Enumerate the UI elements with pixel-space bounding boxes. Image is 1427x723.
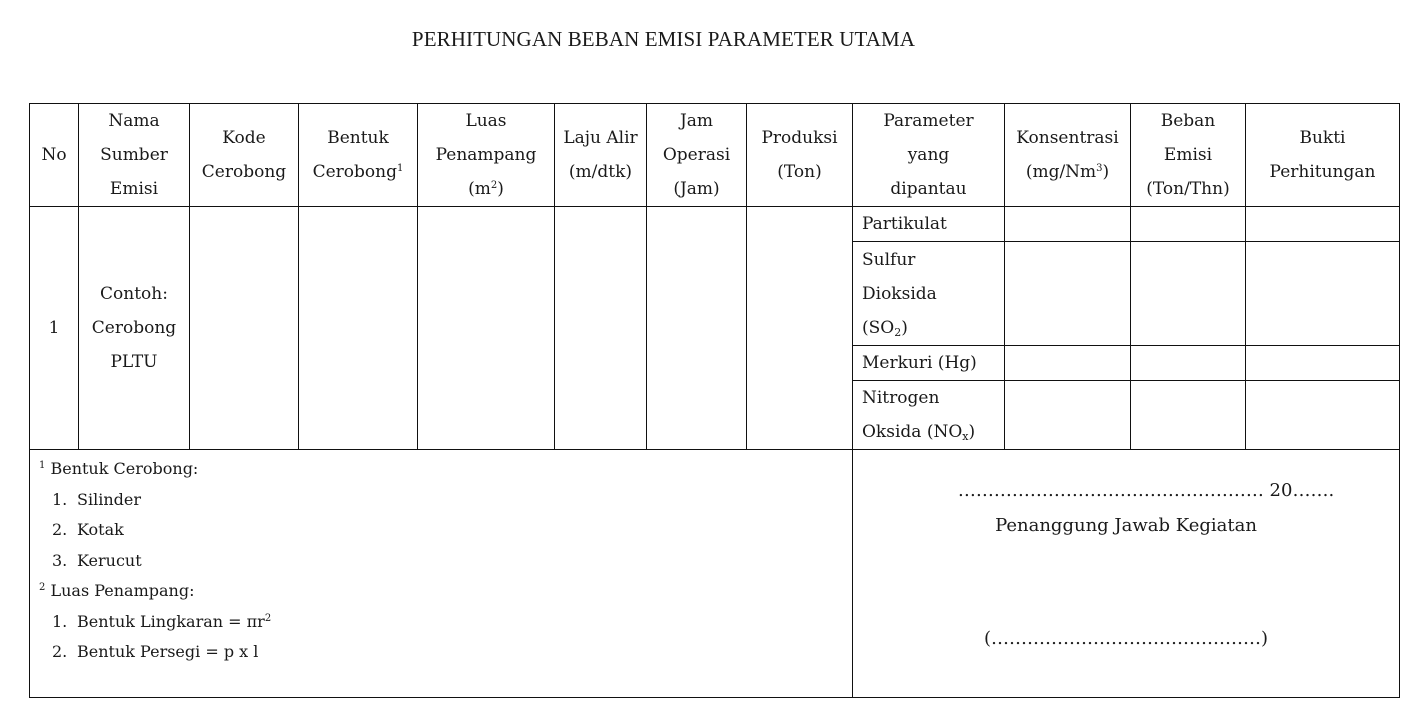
cell-bentuk-cerobong[interactable]	[299, 207, 418, 450]
cell-bukti[interactable]	[1246, 207, 1400, 242]
header-kode-cerobong: Kode Cerobong	[190, 104, 299, 207]
header-bentuk-cerobong: Bentuk Cerobong$^1$	[299, 104, 418, 207]
cell-konsentrasi[interactable]	[1005, 381, 1131, 450]
header-beban-emisi: Beban Emisi (Ton/Thn)	[1131, 104, 1246, 207]
cell-parameter-hg: Merkuri (Hg)	[853, 346, 1005, 381]
cell-beban-emisi[interactable]	[1131, 381, 1246, 450]
footnote-ref: 1	[397, 163, 404, 174]
header-nama-sumber-emisi: Nama Sumber Emisi	[79, 104, 190, 207]
header-konsentrasi: Konsentrasi (mg/Nm$^3$)	[1005, 104, 1131, 207]
header-luas-penampang: Luas Penampang $(m^2)$	[418, 104, 555, 207]
footnote-1-title: $^1$ Bentuk Cerobong:	[39, 459, 199, 478]
footnote-2-title: $^2$ Luas Penampang:	[39, 581, 195, 600]
cell-luas-penampang[interactable]	[418, 207, 555, 450]
signature-block	[853, 450, 1400, 698]
signature-role: Penanggung Jawab Kegiatan	[995, 515, 1257, 536]
cell-bukti[interactable]	[1246, 242, 1400, 346]
signature-date-line[interactable]: …………………………………………… 20…….	[957, 480, 1335, 501]
page-title: PERHITUNGAN BEBAN EMISI PARAMETER UTAMA	[411, 27, 916, 51]
cell-beban-emisi[interactable]	[1131, 207, 1246, 242]
cell-konsentrasi[interactable]	[1005, 346, 1131, 381]
header-laju-alir: Laju Alir (m/dtk)	[555, 104, 647, 207]
header-no: No	[30, 104, 79, 207]
signature-name-line[interactable]: (………………………………………)	[983, 628, 1269, 649]
cell-bukti[interactable]	[1246, 346, 1400, 381]
footnote-item: 2. Bentuk Persegi = p x l	[52, 642, 259, 661]
footnotes	[30, 450, 853, 698]
header-bukti-perhitungan: Bukti Perhitungan	[1246, 104, 1400, 207]
cell-beban-emisi[interactable]	[1131, 242, 1246, 346]
cell-kode-cerobong[interactable]	[190, 207, 299, 450]
cell-parameter-nox: Nitrogen Oksida $(NO_x)$	[853, 381, 1005, 450]
footnote-item: 3. Kerucut	[52, 550, 142, 570]
cell-konsentrasi[interactable]	[1005, 242, 1131, 346]
footer-row	[30, 450, 1400, 698]
cell-beban-emisi[interactable]	[1131, 346, 1246, 381]
header-jam-operasi: Jam Operasi (Jam)	[647, 104, 747, 207]
cell-konsentrasi[interactable]	[1005, 207, 1131, 242]
cell-jam-operasi[interactable]	[647, 207, 747, 450]
cell-parameter-partikulat: Partikulat	[853, 207, 1005, 242]
cell-no: 1	[30, 207, 79, 450]
footnote-item: 1. Silinder	[52, 489, 141, 509]
table-row	[30, 207, 1400, 242]
header-parameter: Parameter yang dipantau	[853, 104, 1005, 207]
cell-nama-sumber: Contoh: Cerobong PLTU	[79, 207, 190, 450]
cell-laju-alir[interactable]	[555, 207, 647, 450]
cell-parameter-so2: Sulfur Dioksida $(SO_2)$	[853, 242, 1005, 346]
emission-table	[29, 103, 1400, 698]
cell-bukti[interactable]	[1246, 381, 1400, 450]
cell-produksi[interactable]	[747, 207, 853, 450]
footnote-item: 2. Kotak	[52, 520, 124, 539]
header-produksi: Produksi (Ton)	[747, 104, 853, 207]
footnote-item: 1. Bentuk Lingkaran = $\pi r^2$	[52, 611, 272, 631]
table-header-row	[30, 104, 1400, 207]
